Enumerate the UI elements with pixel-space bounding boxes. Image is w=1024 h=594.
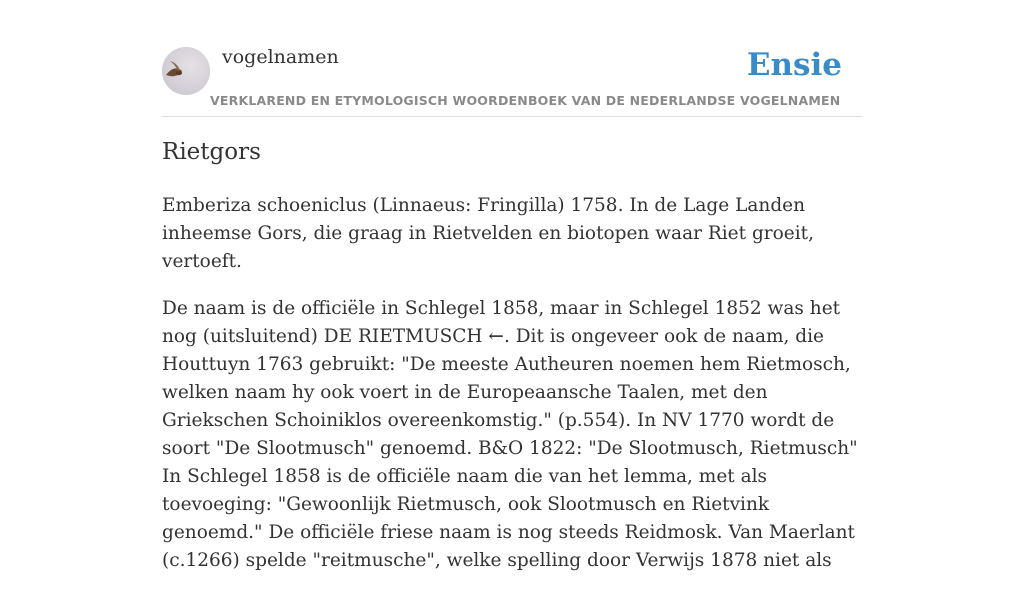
avatar[interactable] xyxy=(162,47,210,95)
ensie-logo[interactable]: Ensie xyxy=(746,47,842,83)
username-link[interactable]: vogelnamen xyxy=(222,46,339,68)
entry-paragraph-1: Emberiza schoeniclus (Linnaeus: Fringilla) 1758. In de Lage Landen inheemse Gors, die graag in Rietvelden en biotopen waar Riet groeit, vertoeft. xyxy=(162,195,814,272)
page-container xyxy=(162,0,862,571)
dictionary-subtitle[interactable]: VERKLAREND EN ETYMOLOGISCH WOORDENBOEK VAN DE NEDERLANDSE VOGELNAMEN xyxy=(210,93,841,108)
bird-photo-avatar-icon xyxy=(162,47,210,95)
page-title: Rietgors xyxy=(162,139,261,165)
entry-paragraph-2 xyxy=(162,295,862,575)
paragraph-2-text-b: . Dit is ongeveer ook de naam, die Houttuyn 1763 gebruikt: "De meeste Autheuren noemen hem Rietmosch, welken naam hy ook voert in de Europeaansche Taalen, met den Griekschen Schoiniklos overeenkomstig." (p.554). In NV 1770 wordt de soort "De Slootmusch" genoemd. B&O 1822: "De Slootmusch, Rietmusch" In Schlegel 1858 is de officiële naam die van het lemma, met als toevoeging: "Gewoonlijk Rietmusch, ook Slootmusch en Rietvink genoemd." De officiële friese naam is nog steeds Reidmosk. Van Maerlant (c.1266) spelde "reitmusche", welke spelling door Verwijs 1878 niet als xyxy=(162,326,858,571)
site-header xyxy=(162,0,862,117)
entry-body xyxy=(162,192,862,594)
paragraph-2-text-a: De naam is de officiële in Schlegel 1858, maar in Schlegel 1852 was het nog (uitsluitend) DE RIETMUSCH xyxy=(162,298,841,347)
rietmusch-link-arrow[interactable]: ← xyxy=(488,326,504,347)
